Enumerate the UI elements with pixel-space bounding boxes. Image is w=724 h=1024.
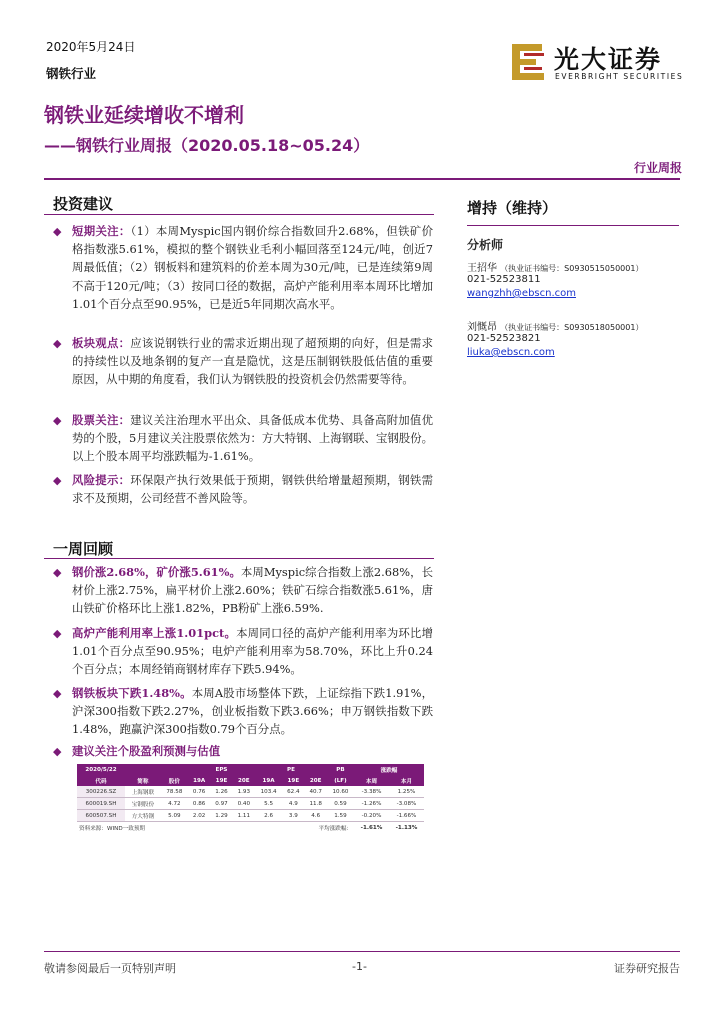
table-header-row-2	[77, 775, 424, 786]
investment-heading: 投资建议	[53, 195, 114, 213]
table-avg-month: -1.13%	[395, 824, 418, 831]
table-source: 资料来源：WIND一致预期	[79, 825, 146, 832]
review-bullet-capacity: ◆ 高炉产能利用率上涨1.01pct。本周同口径的高炉产能利用率为环比增1.01个百分点至90.95%；电炉产能利用率为58.70%，环比上升0.24个百分点；本周经销商钢材库存下跌5.94%。	[53, 626, 433, 677]
table-header-cell: 20E	[305, 775, 327, 786]
report-title: 钢铁业延续增收不增利	[44, 103, 244, 127]
review-bullet-market: ◆ 钢铁板块下跌1.48%。本周A股市场整体下跌，上证综指下跌1.91%，沪深300指数下跌2.27%，创业板指数下跌3.66%；申万钢铁指数下跌1.48%，跑赢沪深300指数0.79个百分点。	[53, 686, 433, 737]
investment-bullet-sector-view: ◆ 板块观点：应该说钢铁行业的需求近期出现了超预期的向好，但是需求的持续性以及地条钢的复产一直是隐忧，这是压制钢铁股低估值的重要原因，从中期的角度看，我们认为钢铁股的投资机会仍然需要等待。	[53, 336, 433, 387]
analyst-1-phone: 021-52523811	[467, 274, 541, 285]
table-cell: 1.26	[210, 786, 232, 798]
table-cell: -3.08%	[389, 798, 424, 810]
table-cell: 62.4	[282, 786, 304, 798]
rating-divider	[467, 225, 679, 226]
table-cell: 40.7	[305, 786, 327, 798]
analyst-2-line	[467, 318, 643, 333]
diamond-bullet-icon: ◆	[53, 225, 62, 238]
analyst-2-phone: 021-52523821	[467, 333, 541, 344]
table-header-cell: 19E	[282, 775, 304, 786]
table-cell: 10.60	[327, 786, 354, 798]
analyst-cert: （执业证书编号：S0930518050001）	[500, 323, 644, 332]
diamond-bullet-icon: ◆	[53, 474, 62, 487]
table-header-cell: PB	[327, 764, 354, 775]
diamond-bullet-icon: ◆	[53, 414, 62, 427]
table-cell: 方大特钢	[125, 810, 161, 822]
table-cell: 5.09	[161, 810, 188, 822]
investment-bullet-stocks: ◆ 股票关注：建议关注治理水平出众、具备低成本优势、具备高附加值优势的个股，5月建议关注股票依然为：方大特钢、上海钢联、宝钢股份。以上个股本周平均涨跌幅为-1.61%。	[53, 413, 433, 464]
table-cell: 4.9	[282, 798, 304, 810]
report-type-tag: 行业周报	[633, 161, 682, 175]
table-cell: 300226.SZ	[77, 786, 125, 798]
table-avg-week: -1.61%	[360, 824, 383, 831]
diamond-bullet-icon: ◆	[53, 337, 62, 350]
table-cell: 0.86	[188, 798, 210, 810]
everbright-logo-icon	[512, 42, 548, 82]
table-cell: 1.25%	[389, 786, 424, 798]
table-cell: 0.97	[210, 798, 232, 810]
analyst-2-email-link[interactable]: liuka@ebscn.com	[467, 347, 555, 358]
footer-disclaimer: 敬请参阅最后一页特别声明	[44, 962, 176, 975]
valuation-table	[77, 764, 424, 833]
table-header-cell: 本月	[389, 775, 424, 786]
table-header-cell: 简称	[125, 775, 161, 786]
diamond-bullet-icon: ◆	[53, 687, 62, 700]
footer-divider	[44, 951, 680, 952]
diamond-bullet-icon: ◆	[53, 566, 62, 579]
analyst-name: 刘慨昂	[467, 322, 497, 333]
header-divider	[44, 178, 680, 180]
table-cell: -3.38%	[354, 786, 389, 798]
investment-bullet-risk: ◆ 风险提示：环保限产执行效果低于预期，钢铁供给增量超预期，钢铁需求不及预期，公司经营不善风险等。	[53, 473, 433, 506]
analyst-cert: （执业证书编号：S0930515050001）	[500, 264, 644, 273]
table-header-cell: 19E	[210, 775, 232, 786]
table-row	[77, 798, 424, 810]
table-header-cell: 本周	[354, 775, 389, 786]
table-header-cell: 代码	[77, 775, 125, 786]
diamond-bullet-icon: ◆	[53, 745, 62, 758]
analyst-1-line	[467, 259, 643, 274]
table-header-cell: 19A	[255, 775, 282, 786]
table-cell: -1.26%	[354, 798, 389, 810]
table-cell: 上海钢联	[125, 786, 161, 798]
table-cell: 1.11	[233, 810, 255, 822]
company-logo	[512, 40, 682, 86]
table-header-cell: 2020/5/22	[77, 764, 125, 775]
analyst-heading: 分析师	[467, 238, 504, 252]
diamond-bullet-icon: ◆	[53, 627, 62, 640]
table-row	[77, 810, 424, 822]
table-cell: 0.40	[233, 798, 255, 810]
table-cell: 宝钢股份	[125, 798, 161, 810]
table-cell: -1.66%	[389, 810, 424, 822]
report-subtitle: ——钢铁行业周报（2020.05.18~05.24）	[44, 136, 370, 155]
table-cell: 1.93	[233, 786, 255, 798]
table-header-cell: EPS	[188, 764, 255, 775]
table-header-cell: 涨跌幅	[354, 764, 424, 775]
industry-label: 钢铁行业	[46, 66, 97, 81]
review-bullet-table-title: ◆ 建议关注个股盈利预测与估值	[53, 742, 433, 760]
table-cell: 1.29	[210, 810, 232, 822]
table-cell: -0.20%	[354, 810, 389, 822]
table-cell: 600019.SH	[77, 798, 125, 810]
footer-page-number: -1-	[352, 960, 367, 973]
investment-heading-line	[44, 214, 434, 215]
review-heading: 一周回顾	[53, 540, 114, 558]
table-header-row-1	[77, 764, 424, 775]
table-header-cell: 20E	[233, 775, 255, 786]
table-avg-label: 平均涨跌幅：	[318, 825, 353, 832]
table-footer-row	[77, 822, 424, 834]
table-cell: 1.59	[327, 810, 354, 822]
table-cell: 3.9	[282, 810, 304, 822]
table-cell: 600507.SH	[77, 810, 125, 822]
table-cell: 2.6	[255, 810, 282, 822]
footer-report-type: 证券研究报告	[614, 962, 680, 975]
table-cell: 0.59	[327, 798, 354, 810]
table-cell: 103.4	[255, 786, 282, 798]
logo-chinese-name: 光大证券	[554, 45, 663, 74]
table-header-cell: 股价	[161, 775, 188, 786]
rating-label: 增持（维持）	[467, 199, 558, 217]
review-heading-line	[44, 558, 434, 559]
table-cell: 0.76	[188, 786, 210, 798]
table-cell: 4.6	[305, 810, 327, 822]
analyst-name: 王招华	[467, 263, 497, 274]
report-date: 2020年5月24日	[46, 40, 136, 54]
table-cell: 5.5	[255, 798, 282, 810]
review-bullet-prices: ◆ 钢价涨2.68%，矿价涨5.61%。本周Myspic综合指数上涨2.68%，长材价上涨2.75%，扁平材价上涨2.60%；铁矿石综合指数涨5.61%，唐山铁矿价格环比上涨1.82%，PB粉矿上涨6.59%.	[53, 565, 433, 616]
table-header-cell: PE	[255, 764, 327, 775]
table-cell: 2.02	[188, 810, 210, 822]
logo-english-name: EVERBRIGHT SECURITIES	[555, 72, 684, 81]
table-cell: 4.72	[161, 798, 188, 810]
table-row	[77, 786, 424, 798]
analyst-1-email-link[interactable]: wangzhh@ebscn.com	[467, 288, 576, 299]
table-header-cell: (LF)	[327, 775, 354, 786]
investment-bullet-short-term: ◆ 短期关注：（1）本周Myspic国内钢价综合指数回升2.68%，但铁矿价格指数涨5.61%，模拟的整个钢铁业毛利小幅回落至124元/吨，创近7周最低值；（2）钢板料和建筑料的价差本周为30元/吨，已是连续第9周不高于120元/吨；（3）按同口径的数据，高炉产能利用率本周环比增加1.01个百分点至90.95%，已是近5年同期次高水平。	[53, 224, 433, 311]
table-cell: 78.58	[161, 786, 188, 798]
table-header-cell: 19A	[188, 775, 210, 786]
table-cell: 11.8	[305, 798, 327, 810]
